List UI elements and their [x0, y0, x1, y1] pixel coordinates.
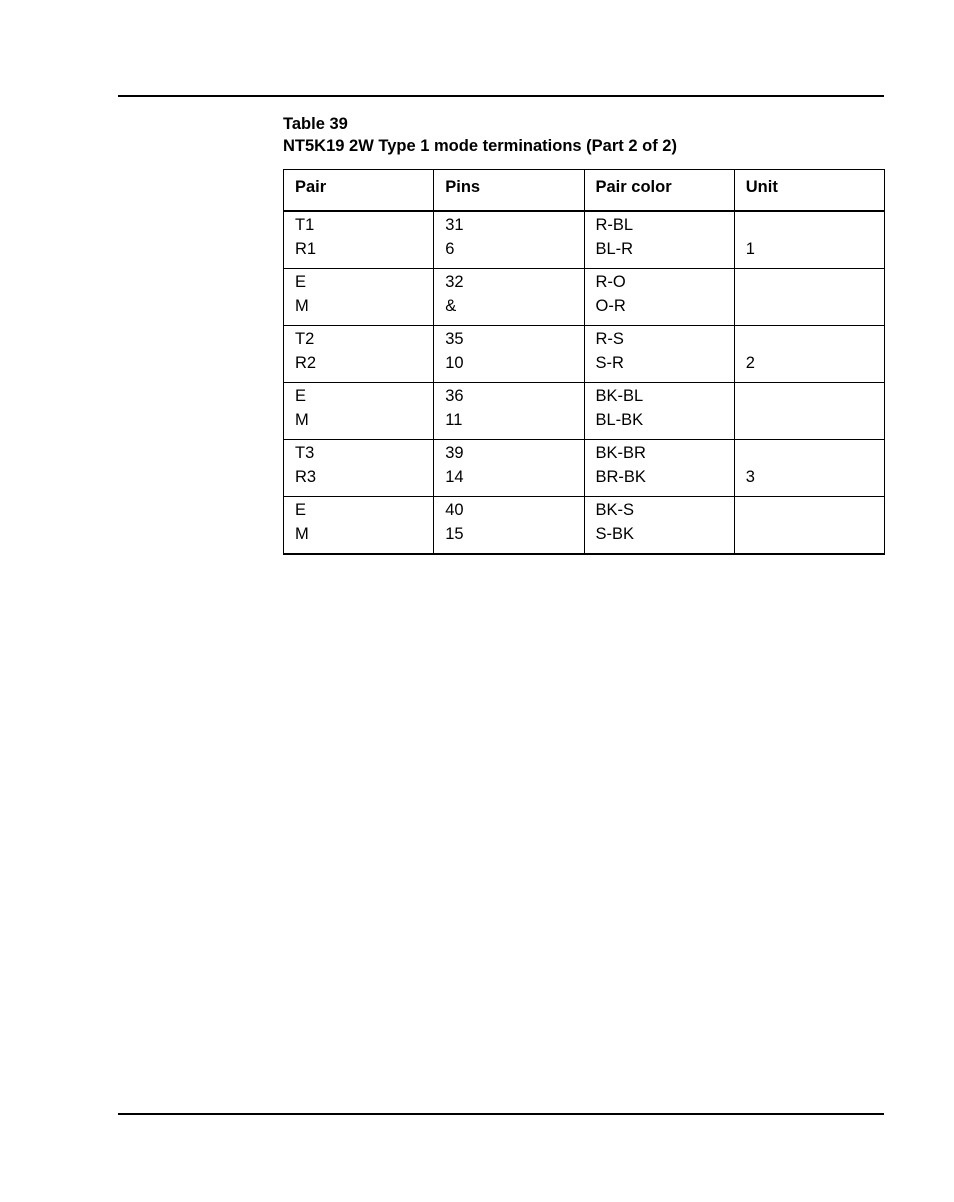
footer-rule — [118, 1113, 884, 1115]
unit-cell — [734, 383, 884, 440]
unit-cell — [734, 211, 884, 269]
pins-cell — [434, 497, 584, 555]
pins-cell — [434, 326, 584, 383]
pair-cell-line: M — [295, 525, 309, 543]
unit-spacer — [746, 212, 884, 237]
pins-cell-line: 6 — [445, 240, 455, 258]
pair-cell — [284, 383, 434, 440]
terminations-table — [283, 169, 885, 555]
pair-cell — [284, 326, 434, 383]
pair-cell — [284, 497, 434, 555]
table-header-row — [284, 170, 885, 212]
pins-cell — [434, 383, 584, 440]
pair-color-cell — [584, 211, 734, 269]
pair-cell — [284, 211, 434, 269]
unit-value — [746, 294, 884, 318]
unit-value: 1 — [745, 240, 755, 258]
pins-cell — [434, 211, 584, 269]
pins-cell-line: 31 — [445, 216, 464, 234]
pair-cell-line: T3 — [295, 444, 315, 462]
unit-value: 2 — [745, 354, 755, 372]
pair-color-cell-line: R-O — [595, 273, 626, 291]
pair-cell-line: E — [295, 387, 307, 405]
pair-cell — [284, 269, 434, 326]
pins-cell-line: 15 — [445, 525, 464, 543]
column-header-pair-color: Pair color — [584, 170, 734, 212]
table-row — [284, 440, 885, 497]
pair-color-cell-line: BK-BL — [595, 387, 644, 405]
pair-color-cell-line: BL-BK — [595, 411, 644, 429]
pins-cell-line: 32 — [445, 273, 464, 291]
unit-spacer — [746, 383, 884, 408]
unit-spacer — [746, 269, 884, 294]
pair-color-cell-line: BK-BR — [595, 444, 646, 462]
pair-color-cell-line: S-BK — [595, 525, 635, 543]
pair-color-cell-line: O-R — [595, 297, 626, 315]
pair-color-cell — [584, 269, 734, 326]
pair-color-cell-line: S-R — [595, 354, 624, 372]
header-rule — [118, 95, 884, 97]
pins-cell-line: 39 — [445, 444, 464, 462]
pair-color-cell-line: BL-R — [595, 240, 634, 258]
unit-cell — [734, 440, 884, 497]
pins-cell — [434, 440, 584, 497]
pins-cell-line: 10 — [445, 354, 464, 372]
pair-color-cell-line: R-S — [595, 330, 624, 348]
unit-spacer — [746, 440, 884, 465]
pins-cell-line: 14 — [445, 468, 464, 486]
pair-cell-line: E — [295, 273, 307, 291]
table-title: NT5K19 2W Type 1 mode terminations (Part 2 of 2) — [283, 137, 677, 155]
table-row — [284, 383, 885, 440]
pair-cell-line: R2 — [295, 354, 317, 372]
pair-cell-line: R3 — [295, 468, 317, 486]
table-row — [284, 326, 885, 383]
unit-value: 3 — [745, 468, 755, 486]
unit-value — [746, 408, 884, 432]
column-header-pair: Pair — [284, 170, 434, 212]
unit-cell — [734, 326, 884, 383]
table-caption — [283, 113, 677, 157]
table-number: Table 39 — [283, 115, 348, 133]
pair-cell-line: M — [295, 411, 309, 429]
table-row — [284, 497, 885, 555]
pins-cell-line: 40 — [445, 501, 464, 519]
pair-cell-line: R1 — [295, 240, 317, 258]
column-header-unit: Unit — [734, 170, 884, 212]
pair-color-cell-line: BR-BK — [595, 468, 646, 486]
pair-color-cell — [584, 440, 734, 497]
pins-cell-line: 35 — [445, 330, 464, 348]
pair-color-cell — [584, 383, 734, 440]
unit-cell — [734, 497, 884, 555]
unit-value — [746, 522, 884, 546]
pair-cell-line: T2 — [295, 330, 315, 348]
pins-cell-line: & — [445, 297, 457, 315]
pair-color-cell-line: BK-S — [595, 501, 635, 519]
pair-cell-line: M — [295, 297, 309, 315]
pins-cell-line: 11 — [445, 411, 463, 429]
pair-cell — [284, 440, 434, 497]
pair-color-cell — [584, 326, 734, 383]
column-header-pins: Pins — [434, 170, 584, 212]
unit-cell — [734, 269, 884, 326]
pair-color-cell-line: R-BL — [595, 216, 634, 234]
table-row — [284, 269, 885, 326]
pins-cell-line: 36 — [445, 387, 464, 405]
pair-color-cell — [584, 497, 734, 555]
pins-cell — [434, 269, 584, 326]
unit-spacer — [746, 497, 884, 522]
pair-cell-line: T1 — [295, 216, 315, 234]
unit-spacer — [746, 326, 884, 351]
pair-cell-line: E — [295, 501, 307, 519]
table-row — [284, 211, 885, 269]
